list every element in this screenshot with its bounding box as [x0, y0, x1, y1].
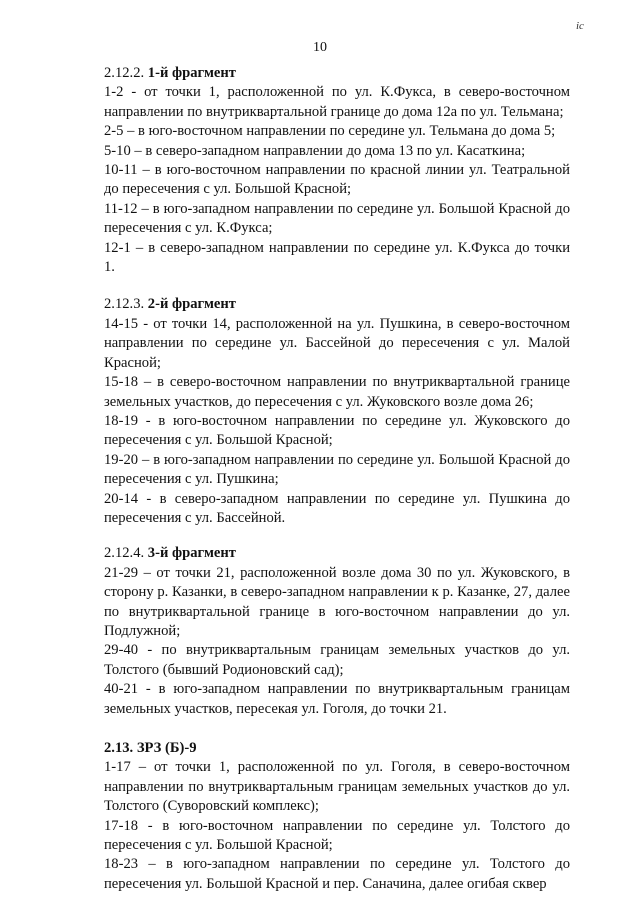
- section-title: 1-й фрагмент: [147, 65, 236, 81]
- section-number: 2.12.4.: [104, 545, 145, 562]
- boundary-paragraph: 18-23 – в юго-западном направлении по середине ул. Толстого до пересечения ул. Большой Красной и пер. Саначина, далее огибая сквер: [104, 856, 570, 892]
- section-heading: [104, 544, 570, 563]
- section-heading: [104, 295, 570, 314]
- section-title: 3-й фрагмент: [147, 545, 236, 562]
- boundary-paragraph: 14-15 - от точки 14, расположенной на ул. Пушкина, в северо-восточном направлении по середине ул. Бассейной до пересечения с ул. Малой Красной;: [104, 315, 570, 371]
- boundary-paragraph: 11-12 – в юго-западном направлении по середине ул. Большой Красной до пересечения с ул. К.Фукса;: [104, 200, 570, 237]
- boundary-paragraph: 17-18 - в юго-восточном направлении по середине ул. Толстого до пересечения с ул. Большой Красной;: [104, 817, 570, 854]
- boundary-paragraph: 21-29 – от точки 21, расположенной возле дома 30 по ул. Жуковского, в сторону р. Казанки, в северо-западном направлении к р. Казанке, 27, далее по внутриквартальной границе в юго-восточном направлении до ул. Подлужной;: [104, 564, 570, 639]
- boundary-paragraph: 20-14 - в северо-западном направлении по середине ул. Пушкина до пересечения с ул. Бассейной.: [104, 490, 570, 526]
- boundary-paragraph: 1-2 - от точки 1, расположенной по ул. К.Фукса, в северо-восточном направлении по внутриквартальной границе до дома 12а по ул. Тельмана;: [104, 84, 570, 120]
- section-title: ЗРЗ (Б)-9: [136, 740, 197, 756]
- boundary-paragraph: 5-10 – в северо-западном направлении до дома 13 по ул. Касаткина;: [104, 142, 526, 159]
- section-title: 2-й фрагмент: [147, 296, 236, 313]
- boundary-paragraph: 2-5 – в юго-восточном направлении по середине ул. Тельмана до дома 5;: [104, 123, 556, 140]
- section-number: 2.12.3.: [104, 296, 145, 313]
- boundary-paragraph: 19-20 – в юго-западном направлении по середине ул. Большой Красной до пересечения с ул. Пушкина;: [104, 451, 570, 488]
- boundary-paragraph: 18-19 - в юго-восточном направлении по середине ул. Жуковского до пересечения с ул. Большой Красной;: [104, 412, 570, 449]
- boundary-paragraph: 29-40 - по внутриквартальным границам земельных участков до ул. Толстого (бывший Родионовский сад);: [104, 642, 570, 678]
- page-number: 10: [313, 40, 327, 55]
- section-fragment-1: [104, 64, 570, 277]
- section-number: 2.12.2.: [104, 65, 145, 81]
- section-heading: [104, 739, 570, 758]
- boundary-paragraph: 10-11 – в юго-восточном направлении по красной линии ул. Театральной до пересечения с ул. Большой Красной;: [104, 162, 570, 198]
- boundary-paragraph: 1-17 – от точки 1, расположенной по ул. Гоголя, в северо-восточном направлении по внутриквартальным границам земельных участков до ул. Толстого (Суворовский комплекс);: [104, 759, 570, 815]
- document-body: [104, 64, 570, 912]
- boundary-paragraph: 12-1 – в северо-западном направлении по середине ул. К.Фукса до точки 1.: [104, 239, 570, 276]
- handwritten-mark: ic: [576, 20, 584, 32]
- section-number: 2.13.: [104, 740, 134, 756]
- boundary-paragraph: 15-18 – в северо-восточном направлении по внутриквартальной границе земельных участков, до пересечения с ул. Жуковского возле дома 26;: [104, 374, 570, 410]
- section-fragment-3: [104, 544, 570, 719]
- boundary-paragraph: 40-21 - в юго-западном направлении по внутриквартальным границам земельных участков, пересекая ул. Гоголя, до точки 21.: [104, 681, 570, 717]
- section-fragment-2: [104, 295, 570, 528]
- section-zrz-b9: [104, 739, 570, 894]
- section-heading: [104, 64, 570, 83]
